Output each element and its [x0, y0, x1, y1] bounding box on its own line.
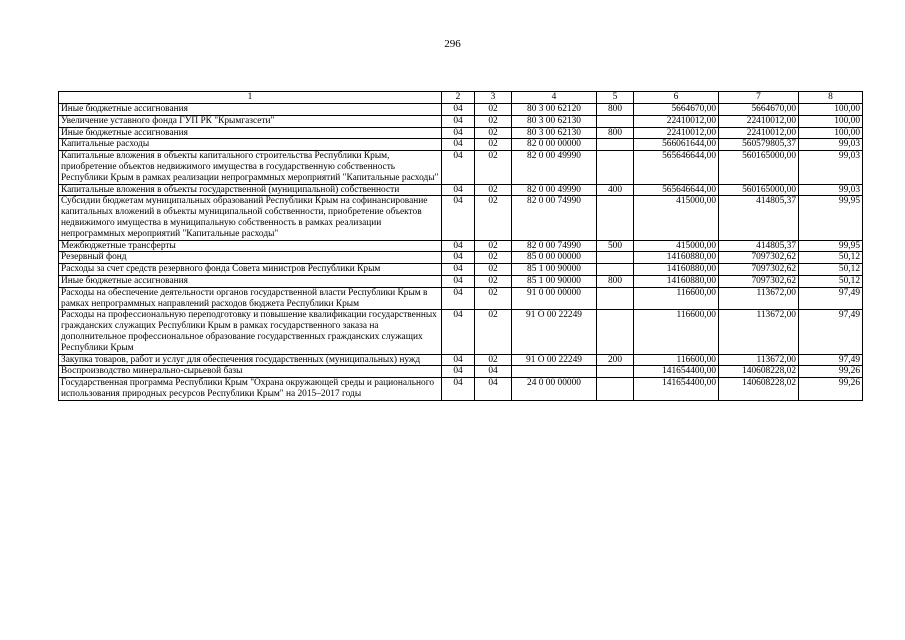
row-name: Капитальные вложения в объекты государственной (муниципальной) собственности [59, 184, 442, 196]
planned-amount: 565646644,00 [634, 151, 719, 184]
subsection-code: 02 [475, 264, 512, 276]
table-row [59, 127, 863, 139]
expense-type-code [597, 252, 634, 264]
table-row [59, 139, 863, 151]
row-name: Иные бюджетные ассигнования [59, 275, 442, 287]
target-article-code: 85 0 00 00000 [512, 252, 597, 264]
planned-amount: 565646644,00 [634, 184, 719, 196]
execution-percent: 99,95 [799, 240, 863, 252]
table-row [59, 252, 863, 264]
table-row [59, 275, 863, 287]
section-code: 04 [442, 275, 475, 287]
expense-type-code [597, 287, 634, 310]
row-name: Иные бюджетные ассигнования [59, 104, 442, 116]
planned-amount: 22410012,00 [634, 127, 719, 139]
executed-amount: 7097302,62 [719, 264, 799, 276]
subsection-code: 02 [475, 354, 512, 366]
expense-type-code [597, 196, 634, 240]
header-row [59, 92, 863, 104]
section-code: 04 [442, 264, 475, 276]
section-code: 04 [442, 310, 475, 354]
target-article-code: 24 0 00 00000 [512, 378, 597, 401]
expense-type-code [597, 264, 634, 276]
section-code: 04 [442, 151, 475, 184]
planned-amount: 415000,00 [634, 240, 719, 252]
subsection-code: 04 [475, 378, 512, 401]
executed-amount: 140608228,02 [719, 378, 799, 401]
planned-amount: 415000,00 [634, 196, 719, 240]
expense-type-code: 800 [597, 275, 634, 287]
subsection-code: 02 [475, 287, 512, 310]
row-name: Расходы на профессиональную переподготовку и повышение квалификации государственных гражданских служащих Республики Крым в рамках государственного заказа на дополнительное профессиональное образование государственных гражданских служащих Республики Крым [59, 310, 442, 354]
subsection-code: 02 [475, 115, 512, 127]
executed-amount: 560165000,00 [719, 151, 799, 184]
planned-amount: 141654400,00 [634, 378, 719, 401]
section-code: 04 [442, 252, 475, 264]
row-name: Капитальные расходы [59, 139, 442, 151]
planned-amount: 14160880,00 [634, 252, 719, 264]
table-row [59, 378, 863, 401]
row-name: Расходы на обеспечение деятельности органов государственной власти Республики Крым в рамках непрограммных направлений расходов бюджета Республики Крым [59, 287, 442, 310]
execution-percent: 97,49 [799, 310, 863, 354]
execution-percent: 50,12 [799, 264, 863, 276]
subsection-code: 02 [475, 196, 512, 240]
executed-amount: 560579805,37 [719, 139, 799, 151]
execution-percent: 99,26 [799, 378, 863, 401]
section-code: 04 [442, 115, 475, 127]
executed-amount: 113672,00 [719, 287, 799, 310]
execution-percent: 50,12 [799, 275, 863, 287]
target-article-code: 82 0 00 74990 [512, 240, 597, 252]
executed-amount: 7097302,62 [719, 252, 799, 264]
column-header-2: 2 [442, 92, 475, 104]
expense-type-code [597, 151, 634, 184]
expense-type-code [597, 378, 634, 401]
section-code: 04 [442, 240, 475, 252]
row-name: Воспроизводство минерально-сырьевой базы [59, 366, 442, 378]
row-name: Государственная программа Республики Крым "Охрана окружающей среды и рационального использования природных ресурсов Республики Крым" на 2015–2017 годы [59, 378, 442, 401]
target-article-code: 85 1 00 90000 [512, 264, 597, 276]
execution-percent: 97,49 [799, 354, 863, 366]
table-header [59, 92, 863, 104]
planned-amount: 566061644,00 [634, 139, 719, 151]
expense-type-code [597, 310, 634, 354]
subsection-code: 02 [475, 310, 512, 354]
planned-amount: 14160880,00 [634, 264, 719, 276]
column-header-5: 5 [597, 92, 634, 104]
planned-amount: 22410012,00 [634, 115, 719, 127]
execution-percent: 50,12 [799, 252, 863, 264]
target-article-code: 91 О 00 22249 [512, 310, 597, 354]
section-code: 04 [442, 287, 475, 310]
expense-type-code [597, 115, 634, 127]
section-code: 04 [442, 139, 475, 151]
column-header-4: 4 [512, 92, 597, 104]
row-name: Субсидии бюджетам муниципальных образований Республики Крым на софинансирование капитальных вложений в объекты муниципальной собственности, приобретение объектов недвижимого имущества в муниципальную собственность в рамках реализации непрограммных мероприятий "Капитальные расходы" [59, 196, 442, 240]
target-article-code: 85 1 00 90000 [512, 275, 597, 287]
table-row [59, 366, 863, 378]
row-name: Капитальные вложения в объекты капитального строительства Республики Крым, приобретение объектов недвижимого имущества в государственную собственность Республики Крым в рамках реализации непрограммных мероприятий "Капитальные расходы" [59, 151, 442, 184]
planned-amount: 116600,00 [634, 287, 719, 310]
table-body [59, 104, 863, 401]
row-name: Межбюджетные трансферты [59, 240, 442, 252]
execution-percent: 100,00 [799, 127, 863, 139]
planned-amount: 141654400,00 [634, 366, 719, 378]
subsection-code: 02 [475, 240, 512, 252]
section-code: 04 [442, 127, 475, 139]
table-row [59, 354, 863, 366]
target-article-code: 82 0 00 00000 [512, 139, 597, 151]
execution-percent: 99,03 [799, 139, 863, 151]
row-name: Увеличение уставного фонда ГУП РК "Крымгазсети" [59, 115, 442, 127]
target-article-code: 80 3 00 62130 [512, 115, 597, 127]
table-row [59, 264, 863, 276]
subsection-code: 02 [475, 275, 512, 287]
section-code: 04 [442, 366, 475, 378]
executed-amount: 560165000,00 [719, 184, 799, 196]
subsection-code: 02 [475, 184, 512, 196]
executed-amount: 414805,37 [719, 196, 799, 240]
row-name: Резервный фонд [59, 252, 442, 264]
section-code: 04 [442, 196, 475, 240]
target-article-code: 91 О 00 22249 [512, 354, 597, 366]
execution-percent: 99,03 [799, 151, 863, 184]
table-row [59, 184, 863, 196]
subsection-code: 02 [475, 252, 512, 264]
target-article-code: 82 0 00 74990 [512, 196, 597, 240]
subsection-code: 02 [475, 151, 512, 184]
planned-amount: 116600,00 [634, 310, 719, 354]
executed-amount: 22410012,00 [719, 127, 799, 139]
execution-percent: 99,03 [799, 184, 863, 196]
expense-type-code: 200 [597, 354, 634, 366]
column-header-7: 7 [719, 92, 799, 104]
target-article-code: 80 3 00 62130 [512, 127, 597, 139]
table-row [59, 287, 863, 310]
expense-type-code: 800 [597, 104, 634, 116]
executed-amount: 7097302,62 [719, 275, 799, 287]
expense-type-code [597, 366, 634, 378]
table-row [59, 196, 863, 240]
column-header-6: 6 [634, 92, 719, 104]
expense-type-code: 800 [597, 127, 634, 139]
executed-amount: 113672,00 [719, 354, 799, 366]
row-name: Иные бюджетные ассигнования [59, 127, 442, 139]
section-code: 04 [442, 354, 475, 366]
executed-amount: 140608228,02 [719, 366, 799, 378]
executed-amount: 5664670,00 [719, 104, 799, 116]
row-name: Расходы за счет средств резервного фонда Совета министров Республики Крым [59, 264, 442, 276]
table-row [59, 310, 863, 354]
execution-percent: 99,95 [799, 196, 863, 240]
table-row [59, 151, 863, 184]
subsection-code: 02 [475, 127, 512, 139]
subsection-code: 02 [475, 104, 512, 116]
subsection-code: 02 [475, 139, 512, 151]
column-header-8: 8 [799, 92, 863, 104]
execution-percent: 99,26 [799, 366, 863, 378]
budget-table [58, 91, 863, 401]
target-article-code: 91 0 00 00000 [512, 287, 597, 310]
target-article-code [512, 366, 597, 378]
section-code: 04 [442, 104, 475, 116]
page-number: 296 [444, 38, 461, 50]
table-row [59, 104, 863, 116]
execution-percent: 97,49 [799, 287, 863, 310]
table-row [59, 115, 863, 127]
row-name: Закупка товаров, работ и услуг для обеспечения государственных (муниципальных) нужд [59, 354, 442, 366]
planned-amount: 14160880,00 [634, 275, 719, 287]
expense-type-code [597, 139, 634, 151]
table-row [59, 240, 863, 252]
expense-type-code: 400 [597, 184, 634, 196]
planned-amount: 116600,00 [634, 354, 719, 366]
planned-amount: 5664670,00 [634, 104, 719, 116]
target-article-code: 82 0 00 49990 [512, 184, 597, 196]
subsection-code: 04 [475, 366, 512, 378]
target-article-code: 80 3 00 62120 [512, 104, 597, 116]
execution-percent: 100,00 [799, 115, 863, 127]
section-code: 04 [442, 184, 475, 196]
executed-amount: 113672,00 [719, 310, 799, 354]
column-header-1: 1 [59, 92, 442, 104]
target-article-code: 82 0 00 49990 [512, 151, 597, 184]
section-code: 04 [442, 378, 475, 401]
execution-percent: 100,00 [799, 104, 863, 116]
executed-amount: 22410012,00 [719, 115, 799, 127]
expense-type-code: 500 [597, 240, 634, 252]
executed-amount: 414805,37 [719, 240, 799, 252]
column-header-3: 3 [475, 92, 512, 104]
